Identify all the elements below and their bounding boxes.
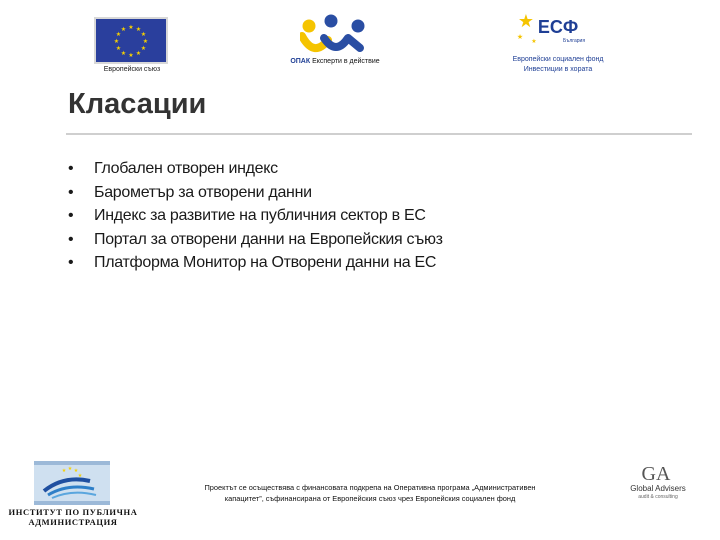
eu-flag-logo [94, 17, 168, 64]
ipa-caption-line-1: ИНСТИТУТ ПО ПУБЛИЧНА [8, 507, 138, 517]
svg-text:★: ★ [142, 38, 149, 45]
bullet-item [66, 207, 443, 231]
esf-caption-line-1: Европейски социален фонд [512, 56, 604, 63]
slide-title: Класации [68, 88, 207, 120]
ipa-logo [34, 461, 110, 505]
svg-text:★: ★ [77, 473, 83, 479]
svg-text:★: ★ [517, 11, 535, 32]
svg-text:★: ★ [140, 45, 147, 52]
svg-text:★: ★ [115, 45, 122, 52]
svg-text:★: ★ [120, 26, 127, 33]
funding-statement [160, 482, 580, 504]
bullet-item [66, 231, 443, 255]
ipa-caption-line-2: АДМИНИСТРАЦИЯ [28, 517, 118, 527]
bullet-text: Барометър за отворени данни [94, 183, 312, 201]
svg-text:★: ★ [128, 24, 134, 31]
bullet-dot-icon: • [68, 207, 74, 224]
svg-text:★: ★ [135, 26, 142, 33]
opak-slogan: Експерти в действие [310, 58, 380, 65]
svg-text:★: ★ [128, 52, 134, 59]
ga-name: Global Advisers [630, 484, 686, 493]
bullet-dot-icon: • [68, 183, 74, 201]
funding-line-1: Проектът се осъществява с финансовата подкрепа на Оперативна програма „Административен [204, 483, 536, 492]
svg-text:★: ★ [140, 31, 147, 38]
bullet-text: Индекс за развитие на публичния сектор в ЕС [94, 207, 426, 224]
svg-text:★: ★ [516, 33, 524, 41]
opak-caption [276, 58, 394, 65]
ga-tagline: audit & consulting [638, 494, 678, 500]
bullet-item [66, 254, 443, 278]
svg-text:★: ★ [67, 466, 73, 472]
svg-text:★: ★ [531, 38, 537, 45]
svg-text:★: ★ [135, 50, 142, 57]
bullet-text: Глобален отворен индекс [94, 160, 278, 177]
bullet-list [66, 160, 443, 278]
bullet-item [66, 184, 443, 208]
ipa-caption [8, 507, 138, 527]
svg-text:★: ★ [115, 31, 122, 38]
bullet-dot-icon: • [68, 160, 74, 177]
opak-brand: ОПАК [290, 58, 311, 65]
svg-text:★: ★ [113, 38, 120, 45]
funding-line-2: капацитет”, съфинансирана от Европейския съюз чрез Европейския социален фонд [224, 494, 516, 503]
opak-logo [300, 14, 370, 58]
bullet-item [66, 160, 443, 184]
title-divider [66, 133, 692, 135]
ga-mark: GA [641, 463, 671, 485]
svg-text:★: ★ [120, 50, 127, 57]
esf-caption [496, 55, 620, 75]
esf-mark: ЕСФ [537, 17, 579, 37]
esf-country: България [562, 38, 586, 44]
bullet-text: Портал за отворени данни на Европейския съюз [94, 230, 443, 248]
bullet-dot-icon: • [68, 254, 74, 271]
esf-caption-line-2: Инвестиции в хората [523, 66, 593, 73]
svg-text:★: ★ [73, 468, 79, 474]
svg-text:★: ★ [61, 468, 67, 474]
bullet-text: Платформа Монитор на Отворени данни на ЕС [94, 254, 437, 271]
bullet-dot-icon: • [68, 230, 74, 248]
eu-caption: Европейски съюз [103, 66, 161, 73]
esf-logo [512, 9, 592, 53]
global-advisers-logo [622, 460, 698, 500]
